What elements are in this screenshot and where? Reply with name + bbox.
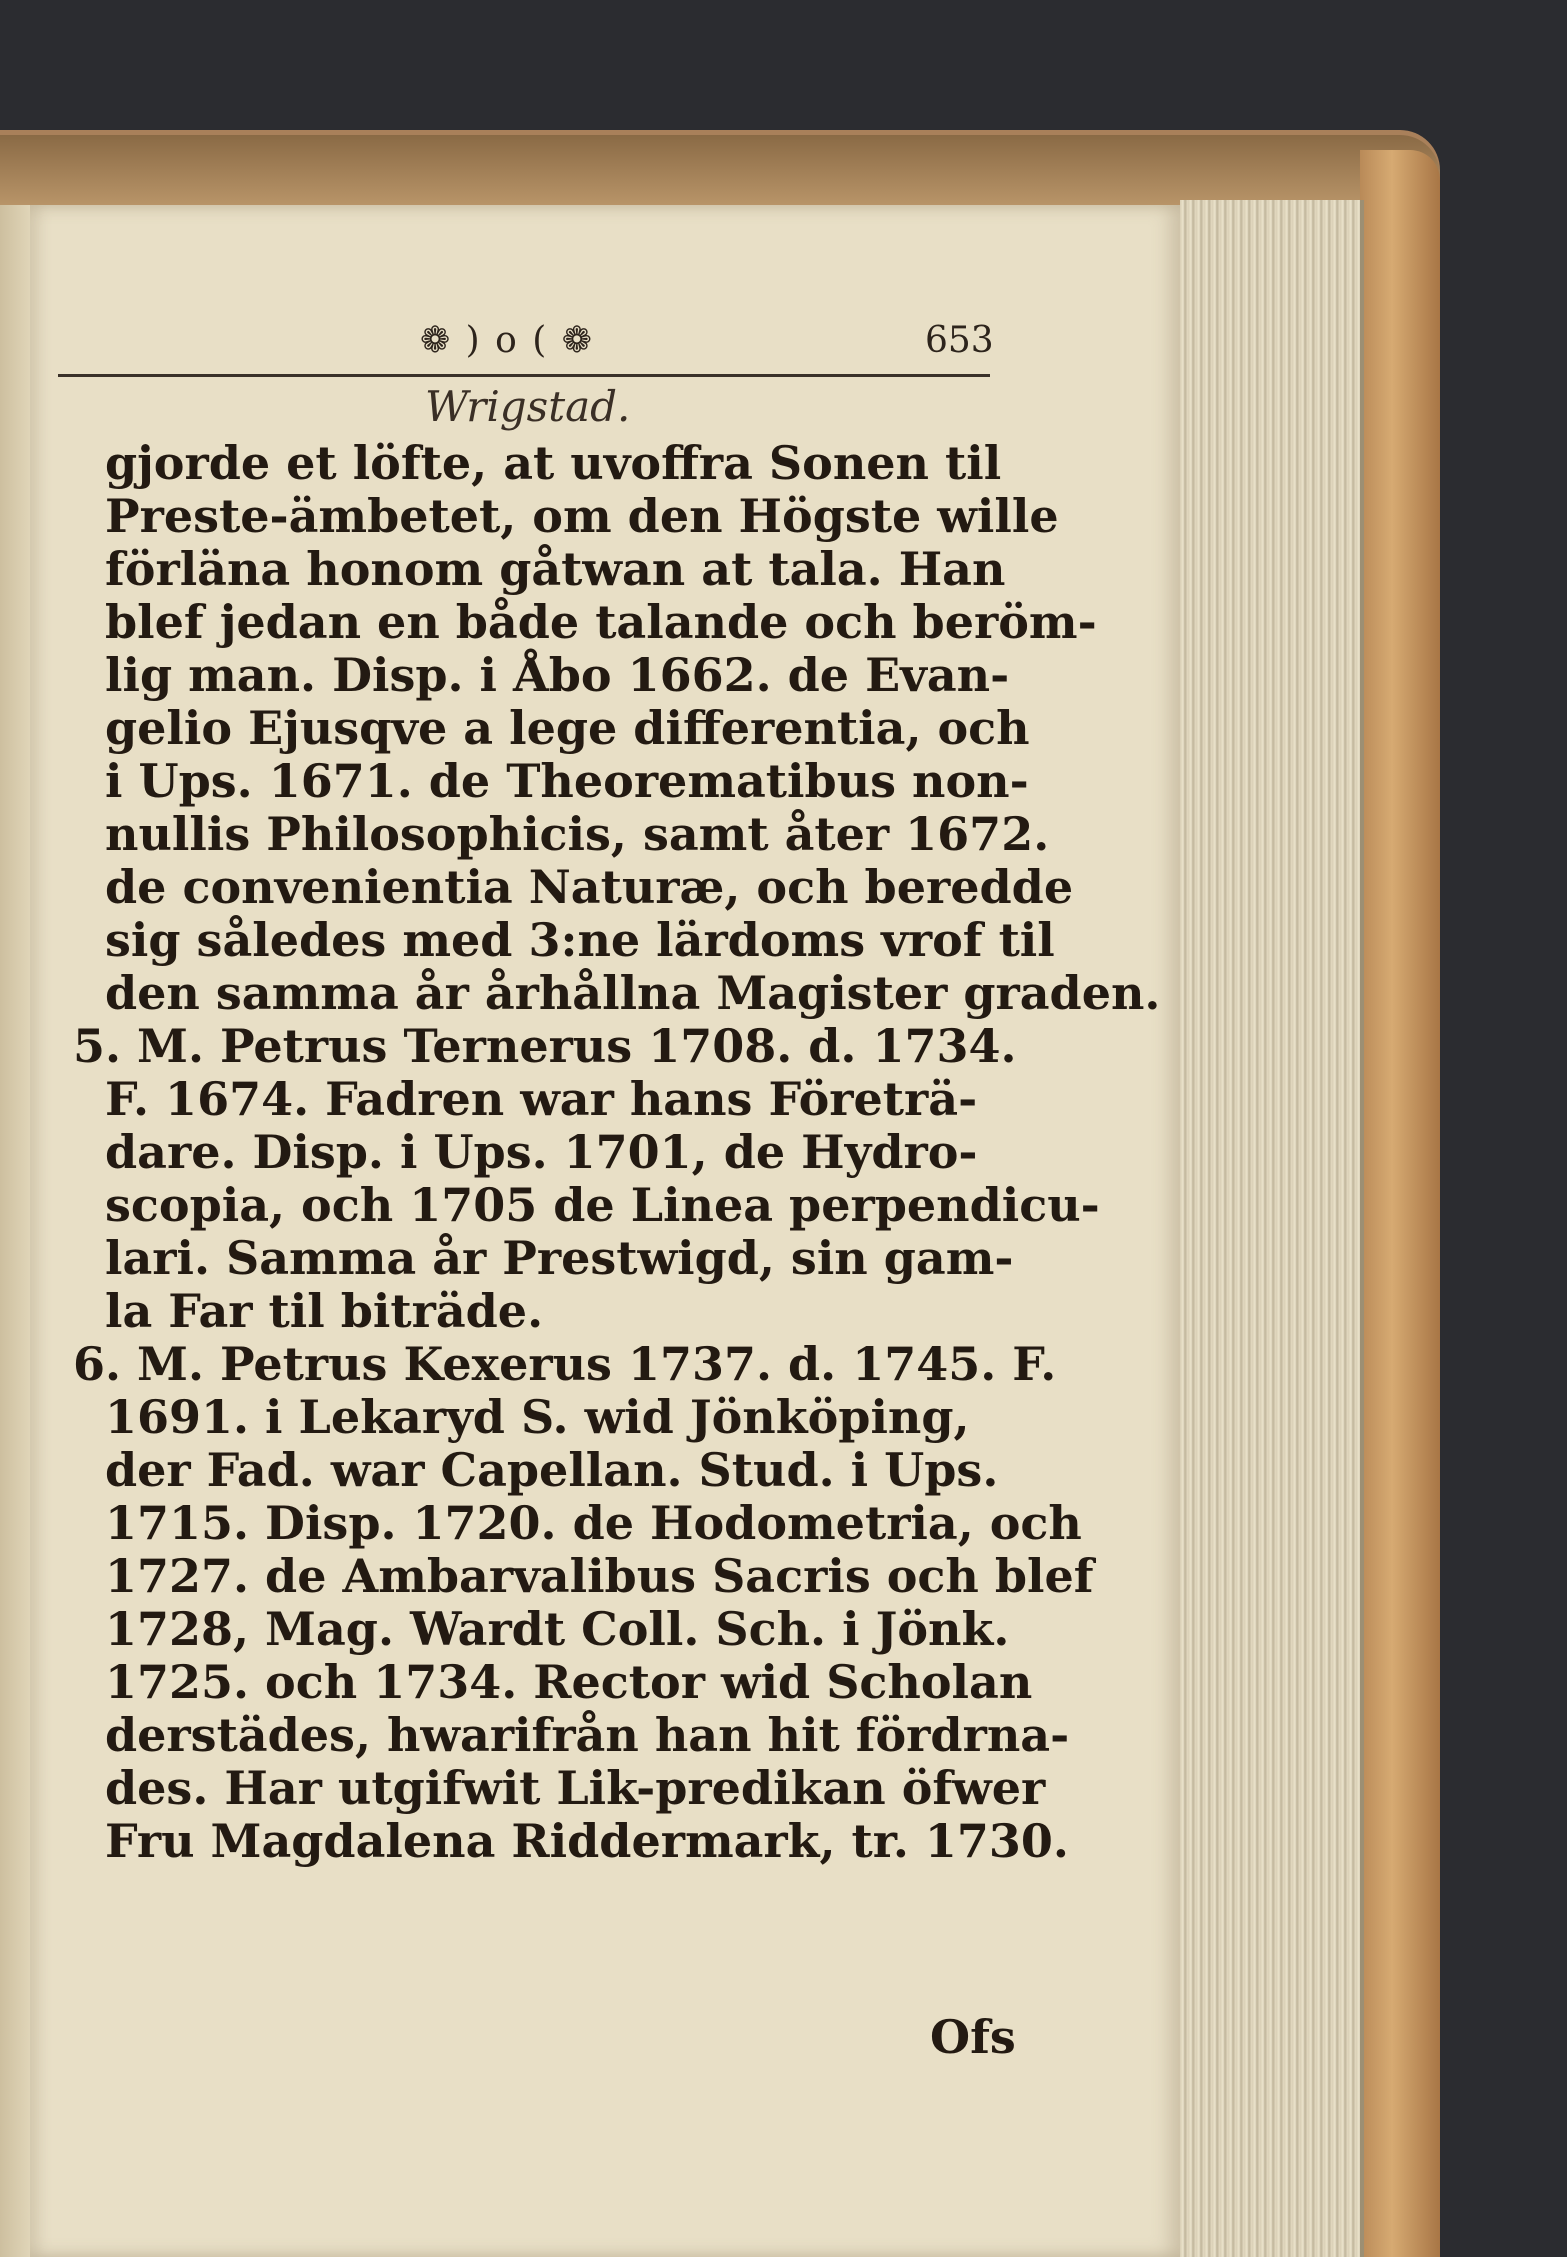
book-top-edge	[0, 135, 1440, 205]
left-page-edge	[0, 205, 32, 2257]
text-line: de convenientia Naturæ, och beredde	[105, 860, 1074, 914]
text-line: förläna honom gåtwan at tala. Han	[105, 542, 1006, 596]
entry-heading: 6. M. Petrus Kexerus 1737. d. 1745. F.	[73, 1337, 1057, 1391]
header-ornament: ❁ ) o ( ❁	[420, 320, 594, 361]
text-line: 1728, Mag. Wardt Coll. Sch. i Jönk.	[105, 1602, 1010, 1656]
text-line: i Ups. 1671. de Theorematibus non-	[105, 754, 1029, 808]
book-spine-edge	[1360, 150, 1440, 2257]
page-number: 653	[925, 320, 994, 361]
text-line: 1691. i Lekaryd S. wid Jönköping,	[105, 1390, 970, 1444]
text-line: der Fad. war Capellan. Stud. i Ups.	[105, 1443, 999, 1497]
text-line: Preste-ämbetet, om den Högste wille	[105, 489, 1059, 543]
text-line: lig man. Disp. i Åbo 1662. de Evan-	[105, 648, 1010, 702]
page-edges	[1180, 200, 1364, 2257]
text-line: sig således med 3:ne lärdoms vrof til	[105, 913, 1055, 967]
text-line: dare. Disp. i Ups. 1701, de Hydro-	[105, 1125, 978, 1179]
text-line: Fru Magdalena Riddermark, tr. 1730.	[105, 1814, 1069, 1868]
text-line: 1725. och 1734. Rector wid Scholan	[105, 1655, 1033, 1709]
text-line: F. 1674. Fadren war hans Företrä-	[105, 1072, 978, 1126]
catchword: Ofs	[930, 2010, 1016, 2064]
text-line: gjorde et löfte, at uvoffra Sonen til	[105, 436, 1002, 490]
text-line: derstädes, hwarifrån han hit fördrna-	[105, 1708, 1070, 1762]
text-line: den samma år århållna Magister graden.	[105, 966, 1161, 1020]
text-line: 1715. Disp. 1720. de Hodometria, och	[105, 1496, 1082, 1550]
text-line: scopia, och 1705 de Linea perpendicu-	[105, 1178, 1100, 1232]
text-line: blef jedan en både talande och beröm-	[105, 595, 1097, 649]
body-text	[73, 436, 1161, 1868]
entry-heading: 5. M. Petrus Ternerus 1708. d. 1734.	[73, 1019, 1017, 1073]
text-line: des. Har utgifwit Lik-predikan öfwer	[105, 1761, 1046, 1815]
text-line: 1727. de Ambarvalibus Sacris och blef	[105, 1549, 1094, 1603]
running-head: Wrigstad.	[425, 382, 631, 431]
text-line: gelio Ejusqve a lege differentia, och	[105, 701, 1030, 755]
text-line: nullis Philosophicis, samt åter 1672.	[105, 807, 1050, 861]
text-line: lari. Samma år Prestwigd, sin gam-	[105, 1231, 1014, 1285]
text-line: la Far til biträde.	[105, 1284, 544, 1338]
